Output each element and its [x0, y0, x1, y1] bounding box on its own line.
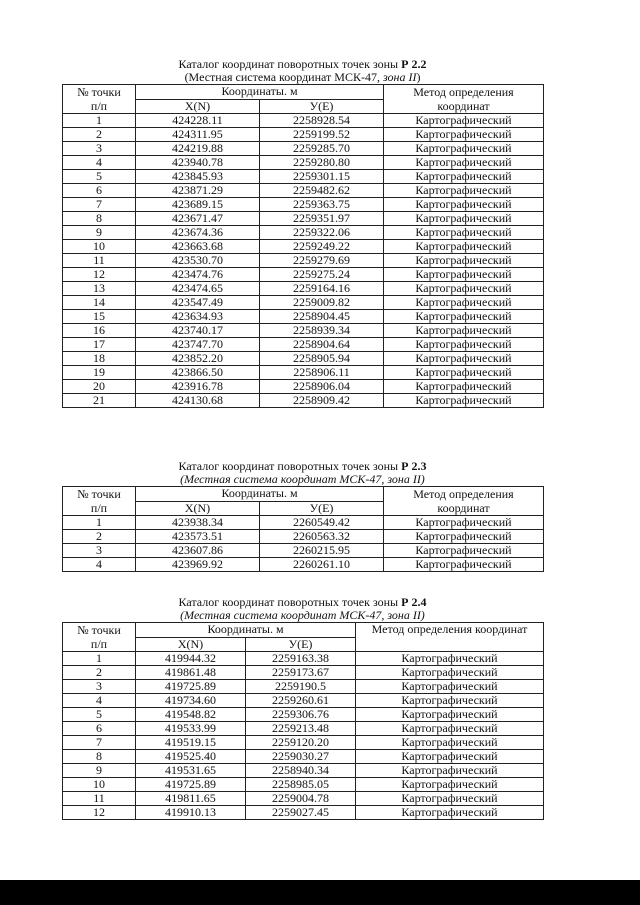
method-cell: Картографический — [356, 792, 544, 806]
table-row — [63, 198, 544, 212]
point-number-cell: 13 — [63, 282, 136, 296]
x-coordinate-cell: 423607.86 — [136, 544, 260, 558]
y-coordinate-cell: 2259306.76 — [246, 708, 356, 722]
catalog-p23 — [62, 460, 543, 572]
y-coordinate-cell: 2259301.15 — [260, 170, 384, 184]
method-cell: Картографический — [384, 254, 544, 268]
method-cell: Картографический — [356, 652, 544, 666]
y-coordinate-cell: 2259260.61 — [246, 694, 356, 708]
x-coordinate-cell: 419725.89 — [136, 680, 246, 694]
point-number-cell: 3 — [63, 680, 136, 694]
y-coordinate-cell: 2258909.42 — [260, 394, 384, 408]
x-coordinate-cell: 423916.78 — [136, 380, 260, 394]
method-cell: Картографический — [356, 708, 544, 722]
point-number-cell: 12 — [63, 268, 136, 282]
header-point-label: № точки — [77, 487, 121, 501]
y-coordinate-cell: 2258985.05 — [246, 778, 356, 792]
y-coordinate-cell: 2258904.45 — [260, 310, 384, 324]
table-row — [63, 128, 544, 142]
x-coordinate-cell: 423940.78 — [136, 156, 260, 170]
header-y: У(E) — [260, 501, 384, 516]
catalog-subtitle: (Местная система координат МСК-47, зона II) — [180, 608, 425, 622]
table-row — [63, 806, 544, 820]
table-row — [63, 114, 544, 128]
method-cell: Картографический — [384, 324, 544, 338]
x-coordinate-cell: 419861.48 — [136, 666, 246, 680]
y-coordinate-cell: 2259363.75 — [260, 198, 384, 212]
table-row — [63, 694, 544, 708]
header-point — [63, 487, 136, 516]
method-cell: Картографический — [356, 680, 544, 694]
header-y: У(E) — [246, 637, 356, 652]
method-cell: Картографический — [384, 516, 544, 530]
table-row — [63, 708, 544, 722]
y-coordinate-cell: 2260563.32 — [260, 530, 384, 544]
coordinates-table — [62, 622, 544, 820]
y-coordinate-cell: 2259027.45 — [246, 806, 356, 820]
header-coords: Координаты. м — [136, 487, 384, 502]
y-coordinate-cell: 2259173.67 — [246, 666, 356, 680]
table-row — [63, 338, 544, 352]
method-cell: Картографический — [356, 666, 544, 680]
table-row — [63, 680, 544, 694]
method-cell: Картографический — [356, 722, 544, 736]
x-coordinate-cell: 419725.89 — [136, 778, 246, 792]
x-coordinate-cell: 423634.93 — [136, 310, 260, 324]
y-coordinate-cell: 2258940.34 — [246, 764, 356, 778]
method-cell: Картографический — [384, 558, 544, 572]
title-text: Каталог координат поворотных точек зоны — [178, 459, 402, 473]
point-number-cell: 9 — [63, 764, 136, 778]
x-coordinate-cell: 423674.36 — [136, 226, 260, 240]
x-coordinate-cell: 423663.68 — [136, 240, 260, 254]
x-coordinate-cell: 419519.15 — [136, 736, 246, 750]
catalog-subtitle: (Местная система координат МСК-47, зона II) — [180, 472, 425, 486]
point-number-cell: 6 — [63, 184, 136, 198]
x-coordinate-cell: 423852.20 — [136, 352, 260, 366]
x-coordinate-cell: 423871.29 — [136, 184, 260, 198]
method-cell: Картографический — [356, 764, 544, 778]
y-coordinate-cell: 2258939.34 — [260, 324, 384, 338]
method-cell: Картографический — [384, 296, 544, 310]
point-number-cell: 7 — [63, 198, 136, 212]
method-cell: Картографический — [356, 806, 544, 820]
method-cell: Картографический — [384, 366, 544, 380]
x-coordinate-cell: 423474.65 — [136, 282, 260, 296]
method-cell: Картографический — [384, 240, 544, 254]
x-coordinate-cell: 419944.32 — [136, 652, 246, 666]
header-point-sub: п/п — [90, 501, 108, 515]
y-coordinate-cell: 2259199.52 — [260, 128, 384, 142]
point-number-cell: 10 — [63, 778, 136, 792]
x-coordinate-cell: 423474.76 — [136, 268, 260, 282]
point-number-cell: 16 — [63, 324, 136, 338]
table-body — [63, 516, 544, 572]
x-coordinate-cell: 419910.13 — [136, 806, 246, 820]
method-cell: Картографический — [384, 170, 544, 184]
table-row — [63, 380, 544, 394]
point-number-cell: 8 — [63, 750, 136, 764]
method-cell: Картографический — [384, 530, 544, 544]
method-cell: Картографический — [384, 394, 544, 408]
y-coordinate-cell: 2258906.11 — [260, 366, 384, 380]
catalog-p22 — [62, 58, 543, 408]
header-method-label: Метод определения — [413, 487, 514, 501]
table-row — [63, 268, 544, 282]
y-coordinate-cell: 2259322.06 — [260, 226, 384, 240]
y-coordinate-cell: 2259163.38 — [246, 652, 356, 666]
point-number-cell: 14 — [63, 296, 136, 310]
y-coordinate-cell: 2260261.10 — [260, 558, 384, 572]
point-number-cell: 5 — [63, 708, 136, 722]
header-x: X(N) — [136, 99, 260, 114]
table-row — [63, 170, 544, 184]
method-cell: Картографический — [384, 128, 544, 142]
method-cell: Картографический — [384, 226, 544, 240]
x-coordinate-cell: 423740.17 — [136, 324, 260, 338]
table-row — [63, 764, 544, 778]
coordinates-table — [62, 486, 544, 572]
point-number-cell: 1 — [63, 114, 136, 128]
y-coordinate-cell: 2259213.48 — [246, 722, 356, 736]
catalog-p24 — [62, 596, 543, 820]
point-number-cell: 18 — [63, 352, 136, 366]
zone-id: Р 2.2 — [401, 57, 427, 71]
header-method-sub: координат — [437, 501, 490, 515]
table-row — [63, 530, 544, 544]
y-coordinate-cell: 2259004.78 — [246, 792, 356, 806]
y-coordinate-cell: 2260549.42 — [260, 516, 384, 530]
point-number-cell: 8 — [63, 212, 136, 226]
x-coordinate-cell: 424228.11 — [136, 114, 260, 128]
method-cell: Картографический — [356, 736, 544, 750]
title-text: Каталог координат поворотных точек зоны — [178, 57, 402, 71]
table-row — [63, 666, 544, 680]
point-number-cell: 5 — [63, 170, 136, 184]
y-coordinate-cell: 2259249.22 — [260, 240, 384, 254]
method-cell: Картографический — [384, 156, 544, 170]
scan-edge-bar — [0, 880, 640, 905]
method-cell: Картографический — [384, 114, 544, 128]
x-coordinate-cell: 424219.88 — [136, 142, 260, 156]
header-coords: Координаты. м — [136, 85, 384, 100]
table-row — [63, 226, 544, 240]
point-number-cell: 4 — [63, 558, 136, 572]
header-point-sub: п/п — [90, 637, 108, 651]
header-method: Метод определения координат — [356, 623, 544, 652]
table-row — [63, 544, 544, 558]
header-method-sub: координат — [437, 99, 490, 113]
x-coordinate-cell: 419734.60 — [136, 694, 246, 708]
point-number-cell: 10 — [63, 240, 136, 254]
point-number-cell: 15 — [63, 310, 136, 324]
y-coordinate-cell: 2258905.94 — [260, 352, 384, 366]
point-number-cell: 1 — [63, 516, 136, 530]
y-coordinate-cell: 2259120.20 — [246, 736, 356, 750]
y-coordinate-cell: 2259279.69 — [260, 254, 384, 268]
header-x: X(N) — [136, 501, 260, 516]
point-number-cell: 11 — [63, 792, 136, 806]
method-cell: Картографический — [384, 338, 544, 352]
header-coords: Координаты. м — [136, 623, 356, 638]
point-number-cell: 12 — [63, 806, 136, 820]
point-number-cell: 2 — [63, 128, 136, 142]
subtitle-end: ) — [416, 70, 421, 84]
title-text: Каталог координат поворотных точек зоны — [178, 595, 402, 609]
header-y: У(E) — [260, 99, 384, 114]
table-row — [63, 722, 544, 736]
y-coordinate-cell: 2258906.04 — [260, 380, 384, 394]
table-row — [63, 394, 544, 408]
method-cell: Картографический — [356, 750, 544, 764]
x-coordinate-cell: 419811.65 — [136, 792, 246, 806]
method-cell: Картографический — [384, 380, 544, 394]
table-row — [63, 778, 544, 792]
x-coordinate-cell: 419531.65 — [136, 764, 246, 778]
y-coordinate-cell: 2258904.64 — [260, 338, 384, 352]
x-coordinate-cell: 423845.93 — [136, 170, 260, 184]
table-row — [63, 142, 544, 156]
x-coordinate-cell: 419533.99 — [136, 722, 246, 736]
table-row — [63, 296, 544, 310]
header-point-sub: п/п — [90, 99, 108, 113]
zone-id: Р 2.3 — [401, 459, 427, 473]
point-number-cell: 9 — [63, 226, 136, 240]
point-number-cell: 19 — [63, 366, 136, 380]
table-row — [63, 310, 544, 324]
x-coordinate-cell: 423530.70 — [136, 254, 260, 268]
x-coordinate-cell: 423689.15 — [136, 198, 260, 212]
table-body — [63, 652, 544, 820]
x-coordinate-cell: 424311.95 — [136, 128, 260, 142]
y-coordinate-cell: 2259030.27 — [246, 750, 356, 764]
point-number-cell: 3 — [63, 544, 136, 558]
x-coordinate-cell: 419525.40 — [136, 750, 246, 764]
table-row — [63, 792, 544, 806]
point-number-cell: 21 — [63, 394, 136, 408]
table-row — [63, 184, 544, 198]
table-row — [63, 652, 544, 666]
header-method — [384, 85, 544, 114]
x-coordinate-cell: 423547.49 — [136, 296, 260, 310]
point-number-cell: 11 — [63, 254, 136, 268]
x-coordinate-cell: 423573.51 — [136, 530, 260, 544]
table-row — [63, 516, 544, 530]
table-row — [63, 736, 544, 750]
point-number-cell: 1 — [63, 652, 136, 666]
y-coordinate-cell: 2260215.95 — [260, 544, 384, 558]
method-cell: Картографический — [384, 198, 544, 212]
x-coordinate-cell: 423747.70 — [136, 338, 260, 352]
point-number-cell: 6 — [63, 722, 136, 736]
method-cell: Картографический — [384, 544, 544, 558]
y-coordinate-cell: 2259280.80 — [260, 156, 384, 170]
header-point-label: № точки — [77, 623, 121, 637]
point-number-cell: 4 — [63, 156, 136, 170]
method-cell: Картографический — [384, 310, 544, 324]
y-coordinate-cell: 2259009.82 — [260, 296, 384, 310]
y-coordinate-cell: 2259190.5 — [246, 680, 356, 694]
table-row — [63, 156, 544, 170]
point-number-cell: 3 — [63, 142, 136, 156]
subtitle-zone: зона II — [382, 70, 417, 84]
subtitle-text: (Местная система координат МСК-47, — [184, 70, 383, 84]
catalog-subtitle — [62, 71, 543, 84]
x-coordinate-cell: 423938.34 — [136, 516, 260, 530]
table-row — [63, 240, 544, 254]
table-body — [63, 114, 544, 408]
x-coordinate-cell: 423671.47 — [136, 212, 260, 226]
x-coordinate-cell: 424130.68 — [136, 394, 260, 408]
point-number-cell: 20 — [63, 380, 136, 394]
zone-id: Р 2.4 — [401, 595, 427, 609]
table-row — [63, 352, 544, 366]
header-point-label: № точки — [77, 85, 121, 99]
y-coordinate-cell: 2259482.62 — [260, 184, 384, 198]
point-number-cell: 7 — [63, 736, 136, 750]
method-cell: Картографический — [384, 352, 544, 366]
x-coordinate-cell: 419548.82 — [136, 708, 246, 722]
point-number-cell: 2 — [63, 666, 136, 680]
method-cell: Картографический — [356, 694, 544, 708]
table-row — [63, 254, 544, 268]
table-row — [63, 750, 544, 764]
method-cell: Картографический — [384, 142, 544, 156]
header-point — [63, 85, 136, 114]
table-row — [63, 282, 544, 296]
y-coordinate-cell: 2259351.97 — [260, 212, 384, 226]
point-number-cell: 4 — [63, 694, 136, 708]
y-coordinate-cell: 2259164.16 — [260, 282, 384, 296]
header-method-label: Метод определения — [413, 85, 514, 99]
table-row — [63, 212, 544, 226]
table-row — [63, 558, 544, 572]
y-coordinate-cell: 2259285.70 — [260, 142, 384, 156]
method-cell: Картографический — [384, 184, 544, 198]
y-coordinate-cell: 2259275.24 — [260, 268, 384, 282]
x-coordinate-cell: 423969.92 — [136, 558, 260, 572]
header-method — [384, 487, 544, 516]
header-x: X(N) — [136, 637, 246, 652]
method-cell: Картографический — [356, 778, 544, 792]
method-cell: Картографический — [384, 268, 544, 282]
table-row — [63, 324, 544, 338]
point-number-cell: 17 — [63, 338, 136, 352]
method-cell: Картографический — [384, 212, 544, 226]
header-point — [63, 623, 136, 652]
point-number-cell: 2 — [63, 530, 136, 544]
method-cell: Картографический — [384, 282, 544, 296]
x-coordinate-cell: 423866.50 — [136, 366, 260, 380]
y-coordinate-cell: 2258928.54 — [260, 114, 384, 128]
coordinates-table — [62, 84, 544, 408]
table-row — [63, 366, 544, 380]
